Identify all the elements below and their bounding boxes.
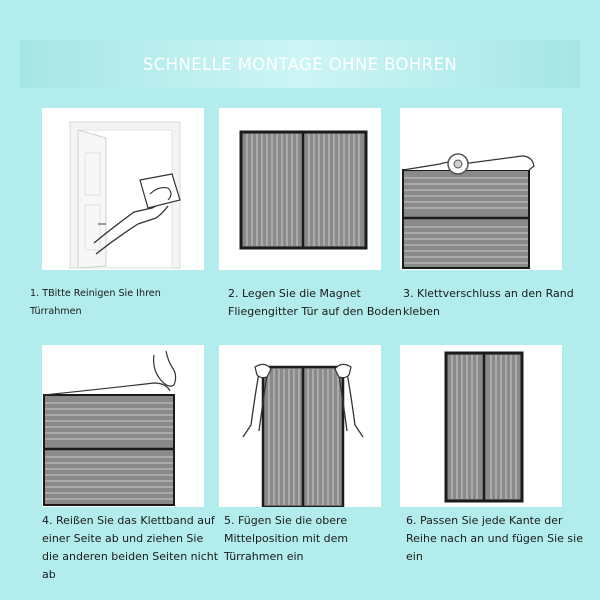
banner-title: SCHNELLE MONTAGE OHNE BOHREN <box>142 54 458 74</box>
step-4-image <box>42 345 204 507</box>
step-1-caption: 1. TBitte Reinigen Sie Ihren Türrahmen <box>30 288 161 317</box>
hands-hold-screen-illustration <box>219 345 381 507</box>
step-1-image <box>42 108 204 270</box>
velcro-roll-illustration <box>400 108 562 270</box>
step-2-image <box>219 108 381 270</box>
screen-on-floor-illustration <box>219 108 381 270</box>
peel-tape-illustration <box>42 345 204 507</box>
step-5-image <box>219 345 381 507</box>
step-3-caption: 3. Klettverschluss an den Rand kleben <box>403 287 574 318</box>
title-banner <box>20 40 580 88</box>
installed-screen-illustration <box>400 345 562 507</box>
door-cleaning-illustration <box>42 108 204 270</box>
step-6-caption: 6. Passen Sie jede Kante der Reihe nach an und fügen Sie sie ein <box>406 514 583 563</box>
step-3-image <box>400 108 562 270</box>
step-2-caption: 2. Legen Sie die Magnet Fliegengitter Tür auf den Boden <box>228 287 402 318</box>
step-4-caption: 4. Reißen Sie das Klettband auf einer Seite ab und ziehen Sie die anderen beiden Seiten nicht ab <box>42 514 219 581</box>
step-5-caption: 5. Fügen Sie die obere Mittelposition mit dem Türrahmen ein <box>224 514 349 563</box>
step-6-image <box>400 345 562 507</box>
